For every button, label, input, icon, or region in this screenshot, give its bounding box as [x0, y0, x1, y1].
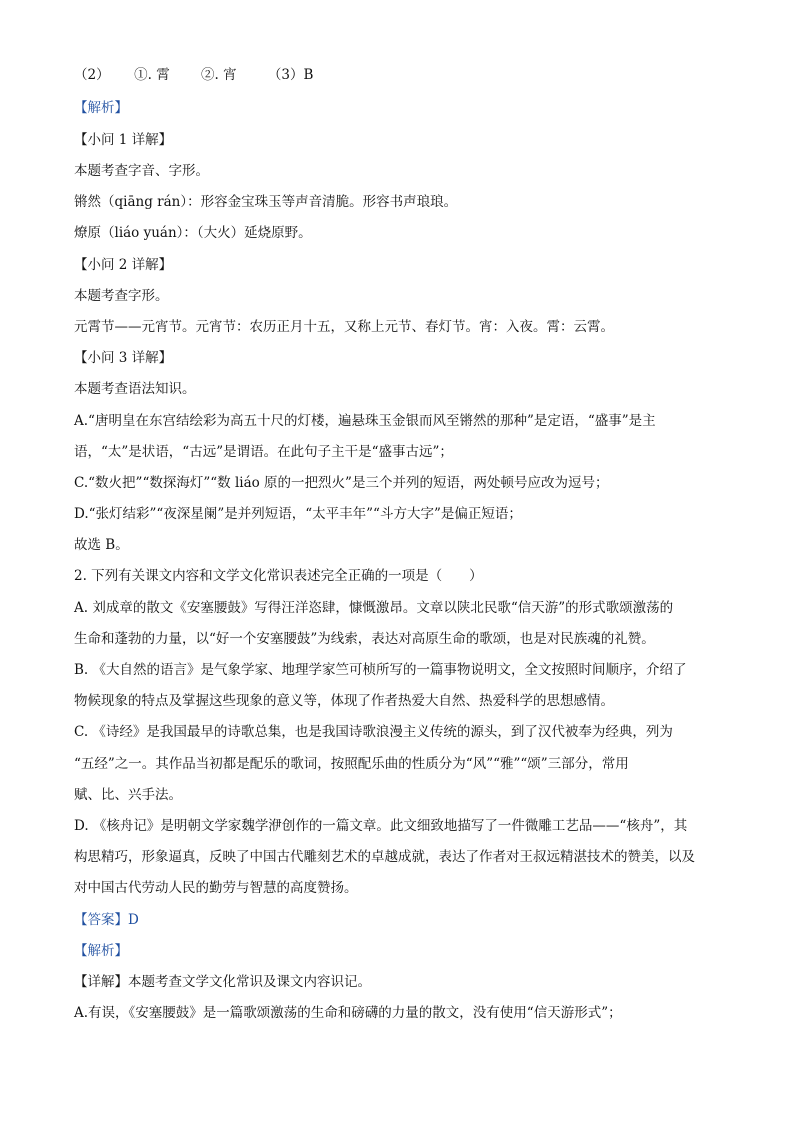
- option-d-line: 对中国古代劳动人民的勤劳与智慧的高度赞扬。: [74, 880, 358, 896]
- paragraph-line: A.有误，《安塞腰鼓》是一篇歌颂激荡的生命和磅礴的力量的散文，没有使用“信天游形式”；: [74, 1005, 622, 1021]
- paragraph-line: D.“张灯结彩”“夜深星阑”是并列短语，“太平丰年”“斗方大字”是偏正短语；: [74, 506, 522, 522]
- option-b-line: B. 《大自然的语言》是气象学家、地理学家竺可桢所写的一篇事物说明文，全文按照时间顺序，介绍了: [74, 662, 687, 678]
- paragraph-line: 本题考查字音、字形。: [74, 163, 209, 179]
- paragraph-line: 故选 B。: [74, 537, 129, 553]
- section-heading-analysis: 【解析】: [74, 100, 128, 116]
- option-d-line: 构思精巧，形象逼真，反映了中国古代雕刻艺术的卓越成就，表达了作者对王叔远精湛技术的赞美，以及: [74, 849, 695, 865]
- question-2-stem: 2. 下列有关课文内容和文学文化常识表述完全正确的一项是（ ）: [74, 568, 483, 584]
- subquestion-3-heading: 【小问 3 详解】: [74, 350, 173, 366]
- paragraph-line: 本题考查语法知识。: [74, 381, 196, 397]
- answer-line-2-3: （2） ①. 霄 ②. 宵 （3）B: [74, 67, 314, 83]
- option-c-line: “五经”之一。其作品当初都是配乐的歌词，按照配乐曲的性质分为“风”“雅”“颂”三部分，常用: [74, 756, 629, 772]
- paragraph-line: 燎原（liáo yuán）：（大火）延烧原野。: [74, 225, 312, 241]
- option-c-line: 赋、比、兴手法。: [74, 787, 182, 803]
- option-c-line: C. 《诗经》是我国最早的诗歌总集，也是我国诗歌浪漫主义传统的源头，到了汉代被奉为经典，列为: [74, 724, 673, 740]
- paragraph-line: 元霄节——元宵节。元宵节：农历正月十五，又称上元节、春灯节。宵：入夜。霄：云霄。: [74, 319, 614, 335]
- option-d-line: D. 《核舟记》是明朝文学家魏学洢创作的一篇文章。此文细致地描写了一件微雕工艺品——“核舟”，其: [74, 818, 688, 834]
- option-a-line: A. 刘成章的散文《安塞腰鼓》写得汪洋恣肆，慷慨激昂。文章以陕北民歌“信天游”的形式歌颂激荡的: [74, 600, 674, 616]
- option-a-line: 生命和蓬勃的力量，以“好一个安塞腰鼓”为线索，表达对高原生命的歌颂，也是对民族魂的礼赞。: [74, 631, 655, 647]
- section-heading-analysis: 【解析】: [74, 943, 128, 959]
- answer-label: 【答案】D: [74, 912, 139, 928]
- detail-heading-line: 【详解】本题考查文学文化常识及课文内容识记。: [74, 974, 371, 990]
- subquestion-2-heading: 【小问 2 详解】: [74, 257, 173, 273]
- paragraph-line: 语，“太”是状语，“古远”是谓语。在此句子主干是“盛事古远”；: [74, 444, 453, 460]
- subquestion-1-heading: 【小问 1 详解】: [74, 132, 173, 148]
- option-b-line: 物候现象的特点及掌握这些现象的意义等，体现了作者热爱大自然、热爱科学的思想感情。: [74, 693, 614, 709]
- paragraph-line: C.“数火把”“数探海灯”“数 liáo 原的一把烈火”是三个并列的短语，两处顿号应改为逗号；: [74, 475, 609, 491]
- paragraph-line: 锵然（qiāng rán）：形容金宝珠玉等声音清脆。形容书声琅琅。: [74, 194, 458, 210]
- paragraph-line: A.“唐明皇在东宫结绘彩为高五十尺的灯楼，遍悬珠玉金银而风至锵然的那种”是定语，“盛事”是主: [74, 413, 656, 429]
- paragraph-line: 本题考查字形。: [74, 288, 169, 304]
